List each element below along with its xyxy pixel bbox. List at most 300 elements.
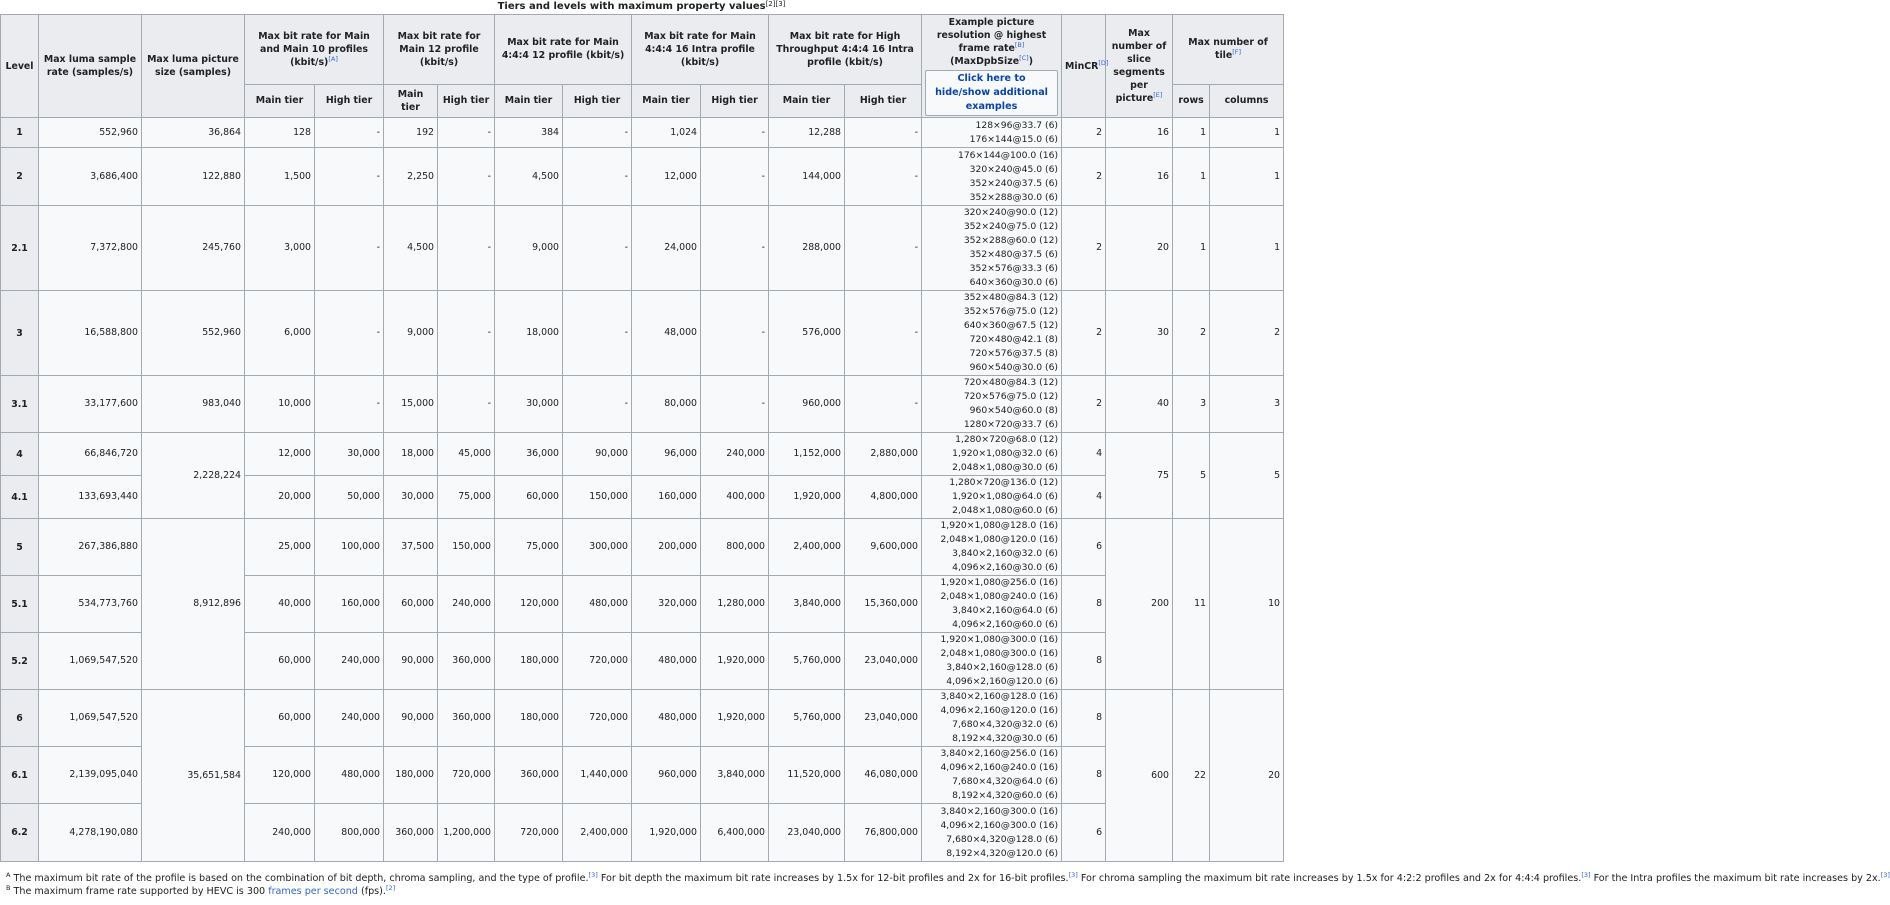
luma-size-cell: 122,880 [142,148,245,206]
example-resolution: 4,096×2,160@120.0 (6) [946,676,1059,687]
main444-12-main-tier-cell: 720,000 [495,804,563,862]
main444-16-high-tier-cell: 240,000 [701,433,769,476]
main444-16-high-tier-cell: - [701,148,769,206]
main12-main-tier-cell: 90,000 [384,690,438,747]
main444-12-high-tier-cell: - [563,118,632,148]
tiers-levels-table [0,14,1284,862]
main10-main-tier-cell: 3,000 [245,206,315,291]
main444-12-high-tier-cell: 720,000 [563,633,632,690]
tile-columns-cell: 5 [1210,433,1284,519]
main444-12-high-tier-cell: 300,000 [563,519,632,576]
table-caption [0,1,1283,13]
main12-main-tier-cell: 180,000 [384,747,438,804]
example-resolution: 1,920×1,080@256.0 (16) [940,577,1059,588]
main10-main-tier-cell: 240,000 [245,804,315,862]
example-resolution: 352×288@60.0 (12) [963,235,1059,246]
main444-16-high-tier-cell: 1,280,000 [701,576,769,633]
ht444-main-tier-cell: 144,000 [769,148,845,206]
footnote-a-ref-2[interactable]: [3] [1068,871,1078,879]
footnote-b-link[interactable]: [B] [1014,41,1025,49]
footnote-a-mark: A [6,871,11,879]
example-resolution: 3,840×2,160@128.0 (6) [946,662,1059,673]
subheader-high-tier: High tier [845,84,922,117]
main12-high-tier-cell: 240,000 [438,576,495,633]
main10-high-tier-cell: 240,000 [315,690,384,747]
main12-high-tier-cell: - [438,148,495,206]
example-resolution: 2,048×1,080@60.0 (6) [952,505,1059,516]
tile-columns-cell: 2 [1210,291,1284,376]
header-mincr-text: MinCR [1065,60,1099,72]
header-slices-text: Max number of slice segments per picture [1111,28,1167,104]
mincr-cell: 8 [1062,690,1106,747]
slice-segments-cell: 16 [1106,148,1173,206]
luma-rate-cell: 267,386,880 [39,519,142,576]
header-dpb-close: ) [1028,56,1033,67]
main12-high-tier-cell: - [438,118,495,148]
luma-rate-cell: 2,139,095,040 [39,747,142,804]
subheader-main-tier: Main tier [632,84,701,117]
example-resolution: 720×480@84.3 (12) [963,377,1059,388]
header-slices [1106,15,1173,118]
main444-16-main-tier-cell: 200,000 [632,519,701,576]
example-resolution: 720×576@37.5 (8) [969,348,1059,359]
toggle-examples-button[interactable]: Click here to hide/show additional examples [925,70,1058,116]
slice-segments-cell: 20 [1106,206,1173,291]
example-resolution: 320×240@90.0 (12) [963,207,1059,218]
main444-16-main-tier-cell: 480,000 [632,690,701,747]
header-example-text: Example picture resolution @ highest frame rate [936,17,1047,54]
tile-columns-cell: 10 [1210,519,1284,690]
main10-high-tier-cell: 30,000 [315,433,384,476]
main444-12-main-tier-cell: 120,000 [495,576,563,633]
ht444-high-tier-cell: 23,040,000 [845,690,922,747]
example-resolution: 640×360@67.5 (12) [963,320,1059,331]
footnote-a-text-3: For chroma sampling the maximum bit rate increases by 1.5x for 4:2:2 profiles and 2x for 4:4:4 profiles. [1077,873,1582,884]
slice-segments-cell: 200 [1106,519,1173,690]
level-cell: 5.2 [1,633,39,690]
example-resolution: 352×480@37.5 (6) [969,249,1059,260]
example-resolutions-cell [922,747,1062,804]
footnote-b-text-2: (fps). [357,886,386,897]
example-resolution: 3,840×2,160@256.0 (16) [940,748,1059,759]
main10-high-tier-cell: - [315,148,384,206]
main444-16-high-tier-cell: 1,920,000 [701,690,769,747]
example-resolution: 3,840×2,160@128.0 (16) [940,691,1059,702]
main444-16-high-tier-cell: 3,840,000 [701,747,769,804]
main12-high-tier-cell: - [438,291,495,376]
ht444-high-tier-cell: 15,360,000 [845,576,922,633]
example-resolution: 352×480@84.3 (12) [963,292,1059,303]
main444-12-main-tier-cell: 18,000 [495,291,563,376]
example-resolution: 960×540@60.0 (8) [969,405,1059,416]
main12-high-tier-cell: - [438,376,495,433]
mincr-cell: 2 [1062,206,1106,291]
footnote-a-text-2: For bit depth the maximum bit rate increases by 1.5x for 12-bit profiles and 2x for 16-bit profiles. [597,873,1069,884]
example-resolution: 352×240@37.5 (6) [969,177,1059,189]
slice-segments-cell: 600 [1106,690,1173,862]
subheader-main-tier: Main tier [495,84,563,117]
mincr-cell: 8 [1062,633,1106,690]
main444-12-high-tier-cell: 480,000 [563,576,632,633]
main12-high-tier-cell: 360,000 [438,633,495,690]
level-cell: 5 [1,519,39,576]
level-cell: 5.1 [1,576,39,633]
ht444-high-tier-cell: - [845,291,922,376]
example-resolutions-cell [922,148,1062,206]
header-ht444: Max bit rate for High Throughput 4:4:4 16 Intra profile (kbit/s) [769,15,922,85]
example-resolutions-cell [922,633,1062,690]
main444-16-main-tier-cell: 80,000 [632,376,701,433]
example-resolution: 4,096×2,160@300.0 (16) [940,819,1059,831]
luma-rate-cell: 33,177,600 [39,376,142,433]
tile-rows-cell: 2 [1173,291,1210,376]
luma-rate-cell: 16,588,800 [39,291,142,376]
example-resolution: 2,048×1,080@30.0 (6) [952,462,1059,473]
main10-main-tier-cell: 12,000 [245,433,315,476]
main444-12-main-tier-cell: 384 [495,118,563,148]
table-row [1,148,1284,206]
subheader-main-tier: Main tier [769,84,845,117]
example-resolution: 3,840×2,160@64.0 (6) [952,605,1059,616]
footnote-a [0,871,1890,885]
example-resolution: 4,096×2,160@30.0 (6) [952,562,1059,573]
main12-high-tier-cell: 75,000 [438,476,495,519]
main444-12-high-tier-cell: - [563,206,632,291]
ht444-main-tier-cell: 576,000 [769,291,845,376]
header-mincr [1062,15,1109,118]
example-resolution: 8,192×4,320@120.0 (6) [946,847,1059,859]
ht444-main-tier-cell: 12,288 [769,118,845,148]
main12-high-tier-cell: - [438,206,495,291]
main444-12-high-tier-cell: - [563,291,632,376]
header-luma-rate: Max luma sample rate (samples/s) [39,15,142,118]
main10-main-tier-cell: 60,000 [245,633,315,690]
footnote-b-ref-1[interactable]: [2] [385,884,396,892]
table-row [1,118,1284,148]
example-resolution: 7,680×4,320@64.0 (6) [952,776,1059,787]
example-resolution: 352×240@75.0 (12) [963,221,1059,232]
header-tiles-text: Max number of tile [1188,37,1268,62]
main12-main-tier-cell: 192 [384,118,438,148]
ht444-main-tier-cell: 960,000 [769,376,845,433]
example-resolution: 960×540@30.0 (6) [969,362,1059,373]
luma-rate-cell: 534,773,760 [39,576,142,633]
ht444-high-tier-cell: 9,600,000 [845,519,922,576]
main10-main-tier-cell: 40,000 [245,576,315,633]
fps-link[interactable]: frames per second [268,886,358,897]
caption-refs[interactable]: [2][3] [765,0,786,8]
ht444-main-tier-cell: 3,840,000 [769,576,845,633]
footnote-a-ref-4[interactable]: [3] [1880,871,1890,879]
header-main444-12: Max bit rate for Main 4:4:4 12 profile (kbit/s) [495,15,632,85]
subheader-main-tier: Main tier [384,84,438,117]
ht444-main-tier-cell: 288,000 [769,206,845,291]
header-level: Level [1,15,39,118]
main444-12-high-tier-cell: - [563,376,632,433]
example-resolution: 720×480@42.1 (8) [969,334,1059,345]
main444-16-main-tier-cell: 1,920,000 [632,804,701,862]
main444-12-main-tier-cell: 75,000 [495,519,563,576]
luma-size-cell: 35,651,584 [142,690,245,862]
example-resolution: 4,096×2,160@240.0 (16) [940,762,1059,773]
example-resolution: 320×240@45.0 (6) [969,163,1059,175]
table-row [1,433,1284,476]
tile-columns-cell: 1 [1210,148,1284,206]
example-resolutions-cell [922,291,1062,376]
ht444-high-tier-cell: 76,800,000 [845,804,922,862]
footnote-b-mark: B [6,884,11,892]
table-row [1,690,1284,747]
level-cell: 2.1 [1,206,39,291]
main12-main-tier-cell: 2,250 [384,148,438,206]
luma-rate-cell: 3,686,400 [39,148,142,206]
caption-text: Tiers and levels with maximum property values [497,1,766,12]
footnote-a-ref-1[interactable]: [3] [588,871,598,879]
table-body [1,118,1284,862]
example-resolution: 720×576@75.0 (12) [963,391,1059,402]
main444-12-main-tier-cell: 60,000 [495,476,563,519]
ht444-high-tier-cell: 4,800,000 [845,476,922,519]
main10-main-tier-cell: 1,500 [245,148,315,206]
tile-rows-cell: 5 [1173,433,1210,519]
table-row [1,519,1284,576]
main10-main-tier-cell: 60,000 [245,690,315,747]
ht444-high-tier-cell: - [845,118,922,148]
tile-rows-cell: 22 [1173,690,1210,862]
main10-main-tier-cell: 10,000 [245,376,315,433]
ht444-high-tier-cell: 23,040,000 [845,633,922,690]
luma-size-cell: 2,228,224 [142,433,245,519]
main444-16-high-tier-cell: - [701,291,769,376]
example-resolutions-cell [922,804,1062,862]
example-resolutions-cell [922,118,1062,148]
luma-rate-cell: 1,069,547,520 [39,633,142,690]
table-row [1,206,1284,291]
subheader-tile-columns: columns [1210,84,1284,117]
example-resolution: 128×96@33.7 (6) [975,119,1059,131]
main10-high-tier-cell: 100,000 [315,519,384,576]
table-row [1,376,1284,433]
mincr-cell: 2 [1062,291,1106,376]
ht444-main-tier-cell: 1,920,000 [769,476,845,519]
example-resolution: 1,280×720@136.0 (12) [949,477,1059,488]
mincr-cell: 8 [1062,747,1106,804]
main10-high-tier-cell: 480,000 [315,747,384,804]
main10-high-tier-cell: 50,000 [315,476,384,519]
main12-high-tier-cell: 45,000 [438,433,495,476]
main10-high-tier-cell: 800,000 [315,804,384,862]
main444-16-high-tier-cell: 800,000 [701,519,769,576]
main444-12-high-tier-cell: 1,440,000 [563,747,632,804]
subheader-high-tier: High tier [315,84,384,117]
example-resolution: 4,096×2,160@120.0 (16) [940,705,1059,716]
main12-main-tier-cell: 90,000 [384,633,438,690]
main12-high-tier-cell: 1,200,000 [438,804,495,862]
main10-main-tier-cell: 6,000 [245,291,315,376]
subheader-main-tier: Main tier [245,84,315,117]
slice-segments-cell: 75 [1106,433,1173,519]
main444-12-high-tier-cell: 720,000 [563,690,632,747]
example-resolutions-cell [922,376,1062,433]
footnote-a-link[interactable]: [A] [328,54,338,63]
example-resolution: 352×576@75.0 (12) [963,306,1059,317]
example-resolution: 7,680×4,320@128.0 (6) [946,833,1059,845]
main444-16-main-tier-cell: 12,000 [632,148,701,206]
main10-high-tier-cell: - [315,206,384,291]
main444-16-high-tier-cell: - [701,206,769,291]
mincr-cell: 4 [1062,476,1106,519]
main444-12-high-tier-cell: - [563,148,632,206]
main444-12-main-tier-cell: 360,000 [495,747,563,804]
example-resolution: 1,920×1,080@32.0 (6) [952,448,1059,459]
ht444-main-tier-cell: 5,760,000 [769,633,845,690]
footnote-e-link[interactable]: [E] [1153,91,1163,99]
tile-columns-cell: 1 [1210,206,1284,291]
level-cell: 3 [1,291,39,376]
main444-16-high-tier-cell: 1,920,000 [701,633,769,690]
ht444-main-tier-cell: 23,040,000 [769,804,845,862]
footnote-a-text-1: The maximum bit rate of the profile is based on the combination of bit depth, chroma sampling, and the type of profile. [13,873,589,884]
header-main10 [245,15,384,85]
example-resolution: 4,096×2,160@60.0 (6) [952,619,1059,630]
main12-main-tier-cell: 30,000 [384,476,438,519]
footnote-c-link[interactable]: [C] [1019,54,1029,62]
example-resolutions-cell [922,519,1062,576]
header-luma-size: Max luma picture size (samples) [142,15,245,118]
example-resolution: 352×576@33.3 (6) [969,263,1059,274]
main10-main-tier-cell: 20,000 [245,476,315,519]
main444-16-high-tier-cell: 6,400,000 [701,804,769,862]
main10-high-tier-cell: - [315,291,384,376]
level-cell: 4.1 [1,476,39,519]
main444-16-high-tier-cell: 400,000 [701,476,769,519]
footnote-b-text-1: The maximum frame rate supported by HEVC is 300 [13,886,269,897]
example-resolutions-cell [922,476,1062,519]
main444-16-main-tier-cell: 96,000 [632,433,701,476]
level-cell: 6.2 [1,804,39,862]
main444-16-main-tier-cell: 960,000 [632,747,701,804]
example-resolution: 1280×720@33.7 (6) [963,419,1059,430]
mincr-cell: 6 [1062,519,1106,576]
footnote-a-text-4: For the Intra profiles the maximum bit rate increases by 2x. [1590,873,1881,884]
tile-rows-cell: 1 [1173,118,1210,148]
mincr-cell: 2 [1062,118,1106,148]
footnote-d-link[interactable]: [D] [1098,58,1109,67]
tile-rows-cell: 1 [1173,148,1210,206]
tile-rows-cell: 1 [1173,206,1210,291]
main12-main-tier-cell: 37,500 [384,519,438,576]
main444-12-main-tier-cell: 30,000 [495,376,563,433]
main12-high-tier-cell: 720,000 [438,747,495,804]
main12-main-tier-cell: 9,000 [384,291,438,376]
main10-main-tier-cell: 128 [245,118,315,148]
ht444-high-tier-cell: 2,880,000 [845,433,922,476]
luma-rate-cell: 7,372,800 [39,206,142,291]
main10-high-tier-cell: - [315,376,384,433]
footnote-a-ref-3[interactable]: [3] [1581,871,1591,879]
example-resolutions-cell [922,576,1062,633]
main10-high-tier-cell: 160,000 [315,576,384,633]
ht444-high-tier-cell: - [845,206,922,291]
slice-segments-cell: 16 [1106,118,1173,148]
example-resolution: 1,920×1,080@300.0 (16) [940,634,1059,645]
main10-main-tier-cell: 25,000 [245,519,315,576]
main444-16-high-tier-cell: - [701,118,769,148]
main444-12-high-tier-cell: 2,400,000 [563,804,632,862]
main444-12-main-tier-cell: 36,000 [495,433,563,476]
main444-12-high-tier-cell: 150,000 [563,476,632,519]
main444-16-main-tier-cell: 320,000 [632,576,701,633]
subheader-high-tier: High tier [701,84,769,117]
example-resolution: 7,680×4,320@32.0 (6) [952,719,1059,730]
slice-segments-cell: 40 [1106,376,1173,433]
table-head [1,15,1284,118]
main12-main-tier-cell: 360,000 [384,804,438,862]
main444-16-main-tier-cell: 160,000 [632,476,701,519]
example-resolution: 640×360@30.0 (6) [969,277,1059,288]
level-cell: 1 [1,118,39,148]
luma-rate-cell: 552,960 [39,118,142,148]
example-resolution: 2,048×1,080@120.0 (16) [940,534,1059,545]
luma-rate-cell: 66,846,720 [39,433,142,476]
example-resolution: 176×144@15.0 (6) [969,133,1059,145]
tile-rows-cell: 11 [1173,519,1210,690]
ht444-high-tier-cell: - [845,376,922,433]
luma-size-cell: 983,040 [142,376,245,433]
main10-high-tier-cell: 240,000 [315,633,384,690]
level-cell: 2 [1,148,39,206]
main444-16-main-tier-cell: 480,000 [632,633,701,690]
ht444-main-tier-cell: 5,760,000 [769,690,845,747]
tile-columns-cell: 1 [1210,118,1284,148]
slice-segments-cell: 30 [1106,291,1173,376]
level-cell: 6.1 [1,747,39,804]
footnotes [0,871,1890,898]
example-resolution: 1,920×1,080@64.0 (6) [952,491,1059,502]
header-tiles [1173,15,1284,85]
mincr-cell: 6 [1062,804,1106,862]
example-resolutions-cell [922,206,1062,291]
footnote-b [0,885,1636,898]
level-cell: 4 [1,433,39,476]
header-main10-text: Max bit rate for Main and Main 10 profiles (kbit/s) [258,30,370,68]
main444-12-high-tier-cell: 90,000 [563,433,632,476]
header-main12: Max bit rate for Main 12 profile (kbit/s) [384,15,495,85]
footnote-f-link[interactable]: [F] [1232,48,1242,57]
example-resolution: 8,192×4,320@60.0 (6) [952,790,1059,801]
main444-12-main-tier-cell: 9,000 [495,206,563,291]
luma-rate-cell: 133,693,440 [39,476,142,519]
example-resolutions-cell [922,433,1062,476]
luma-rate-cell: 4,278,190,080 [39,804,142,862]
main444-12-main-tier-cell: 4,500 [495,148,563,206]
level-cell: 6 [1,690,39,747]
tile-columns-cell: 3 [1210,376,1284,433]
level-cell: 3.1 [1,376,39,433]
subheader-high-tier: High tier [438,84,495,117]
luma-size-cell: 8,912,896 [142,519,245,690]
example-resolution: 8,192×4,320@30.0 (6) [952,733,1059,744]
example-resolution: 352×288@30.0 (6) [969,191,1059,203]
ht444-main-tier-cell: 11,520,000 [769,747,845,804]
tile-rows-cell: 3 [1173,376,1210,433]
header-example [922,15,1062,118]
main444-16-main-tier-cell: 48,000 [632,291,701,376]
subheader-high-tier: High tier [563,84,632,117]
example-resolution: 1,920×1,080@128.0 (16) [940,520,1059,531]
example-resolution: 3,840×2,160@32.0 (6) [952,548,1059,559]
mincr-cell: 4 [1062,433,1106,476]
